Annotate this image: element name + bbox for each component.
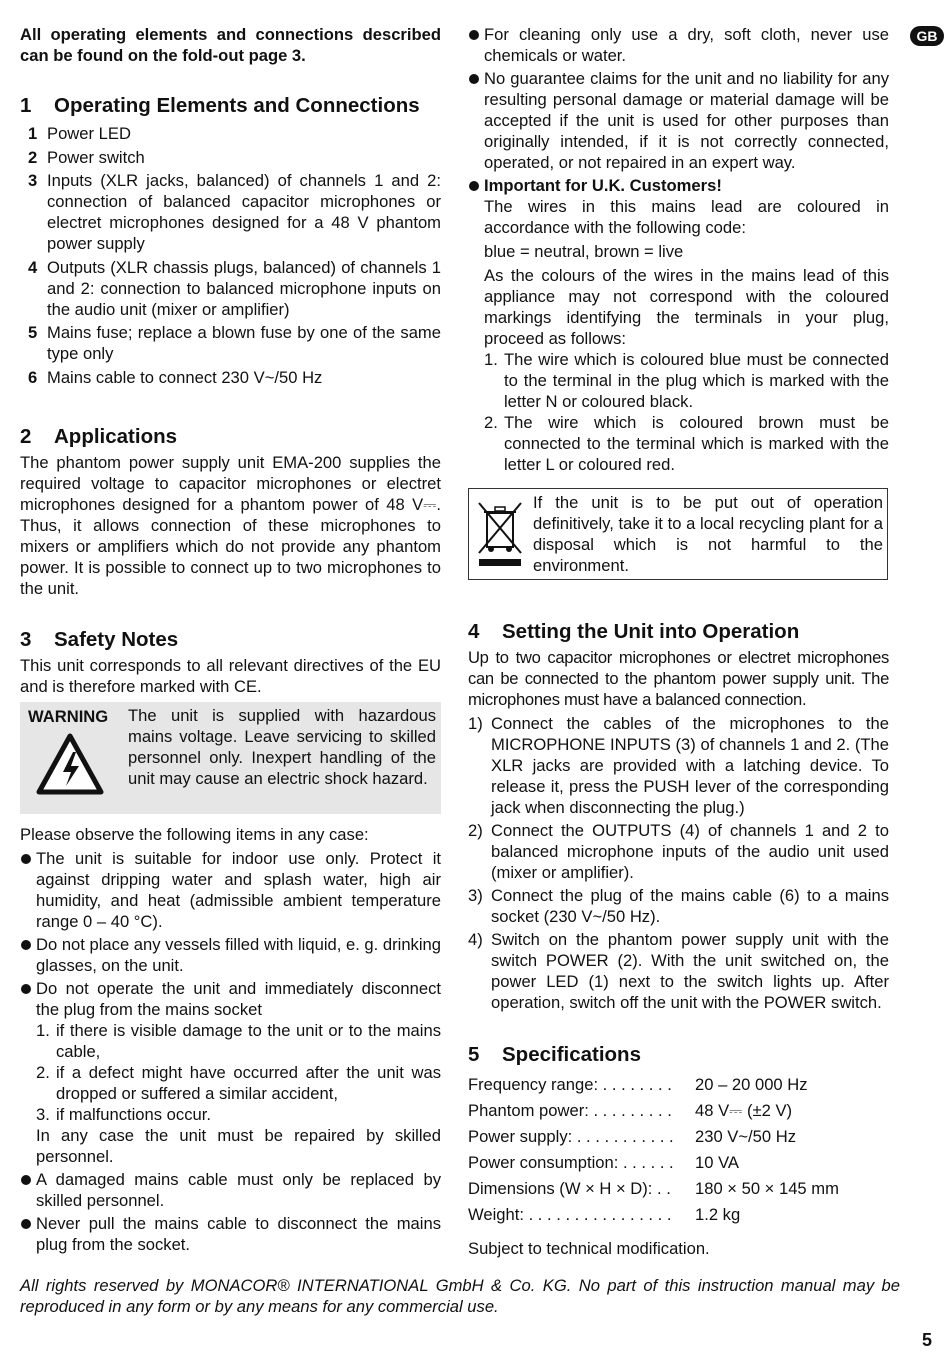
list-item: For cleaning only use a dry, soft cloth, never use chemicals or water.	[468, 24, 889, 66]
operating-elements-list	[20, 123, 441, 390]
item-text: Power LED	[47, 124, 131, 143]
sub-item	[36, 1020, 441, 1062]
table-row	[468, 1152, 889, 1178]
section-5-heading	[468, 1043, 641, 1067]
step-text: Connect the plug of the mains cable (6) to a mains socket (230 V~/50 Hz).	[491, 886, 889, 926]
sub-number: 1.	[484, 350, 498, 369]
language-badge: GB	[910, 26, 944, 46]
warning-box	[20, 702, 441, 814]
warning-text: The unit is supplied with hazardous mains voltage. Leave servicing to skilled personnel only. Inexpert handling of the unit may cause an electric shock hazard.	[128, 706, 436, 788]
crossed-bin-icon	[475, 501, 525, 567]
section-title: Operating Elements and Connections	[54, 94, 420, 117]
step-text: Switch on the phantom power supply unit with the switch POWER (2). With the unit switched on, the power LED (1) next to the switch lights up. After operation, switch off the unit with the POWER switch.	[491, 930, 889, 1012]
step-text: Connect the OUTPUTS (4) of channels 1 and 2 to balanced microphone inputs of the audio unit used (mixer or amplifier).	[491, 821, 889, 882]
uk-notice-title: Important for U.K. Customers!	[484, 176, 722, 195]
item-text: Outputs (XLR chassis plugs, balanced) of channels 1 and 2: connection to balanced microphone inputs on the audio unit (mixer or amplifier)	[47, 257, 441, 319]
spec-value: 1.2 kg	[695, 1205, 741, 1224]
list-item	[20, 147, 441, 168]
item-text: Mains fuse; replace a blown fuse by one of the same type only	[47, 323, 441, 363]
step-number: 4)	[468, 930, 483, 949]
sub-item	[484, 412, 889, 475]
spec-value: 230 V~/50 Hz	[695, 1127, 797, 1146]
step-number: 3)	[468, 886, 483, 905]
sub-item	[484, 349, 889, 412]
recycling-box	[468, 488, 888, 580]
item-number: 2	[28, 147, 38, 167]
section-title: Applications	[54, 425, 178, 448]
step-number: 1)	[468, 714, 483, 733]
step-item	[468, 713, 889, 818]
step-text: Connect the cables of the microphones to the MICROPHONE INPUTS (3) of channels 1 and 2. (The XLR jacks are provided with a latching device. To release it, press the PUSH lever of the corresponding jack when disconnecting the plug.)	[491, 714, 889, 817]
observe-text: Please observe the following items in any case:	[20, 825, 369, 844]
sub-number: 3.	[36, 1105, 50, 1124]
list-item	[20, 170, 441, 254]
list-item	[20, 322, 441, 364]
item-text: Mains cable to connect 230 V~/50 Hz	[47, 367, 323, 387]
list-item	[20, 367, 441, 388]
section-title: Specifications	[502, 1043, 641, 1066]
sub-number: 2.	[484, 413, 498, 432]
item-number: 6	[28, 367, 38, 387]
section-number: 5	[468, 1043, 480, 1066]
sub-text: The wire which is coloured blue must be connected to the terminal in the plug which is marked with the letter N or coloured black.	[504, 350, 889, 411]
section-title: Safety Notes	[54, 628, 179, 651]
page-number: 5	[922, 1330, 933, 1350]
spec-value: 20 – 20 000 Hz	[695, 1075, 808, 1094]
item-number: 3	[28, 171, 38, 190]
sub-item	[36, 1062, 441, 1104]
spec-key: Phantom power: . . . . . . . . .	[468, 1101, 672, 1120]
item-text: In any case the unit must be repaired by skilled personnel.	[36, 1126, 441, 1166]
table-row	[468, 1074, 889, 1100]
step-item	[468, 929, 889, 1013]
sub-item	[36, 1104, 441, 1125]
spec-key: Weight: . . . . . . . . . . . . . . . .	[468, 1205, 672, 1224]
item-number: 1	[28, 124, 38, 143]
list-item	[20, 123, 441, 144]
ce-conformity-text: This unit corresponds to all relevant directives of the EU and is therefore marked with CE.	[20, 656, 441, 696]
list-item	[20, 257, 441, 320]
list-item: A damaged mains cable must only be replaced by skilled personnel.	[20, 1169, 441, 1211]
item-text: Power switch	[47, 147, 145, 167]
section-4-heading	[468, 620, 799, 644]
section-3-heading	[20, 628, 178, 652]
specifications-table	[468, 1074, 889, 1259]
sub-text: The wire which is coloured brown must be connected to the terminal which is marked with the letter L or coloured red.	[504, 413, 889, 474]
applications-text: The phantom power supply unit EMA-200 supplies the required voltage to capacitor microphones or electret microphones designed for a phantom power of 48 V⎓. Thus, it allows connection of these microphones to mixers or amplifiers which do not provide any phantom power. It is possible to connect up to two microphones to the unit.	[20, 453, 441, 598]
item-number: 4	[28, 257, 38, 277]
list-item: No guarantee claims for the unit and no liability for any resulting personal damage or material damage will be accepted if the unit is used for other purposes than originally intended, if it is not correctly connected, operated, or not repaired in an expert way.	[468, 68, 889, 173]
list-item: The unit is suitable for indoor use only. Protect it against dripping water and splash water, high air humidity, and heat (admissible ambient temperature range 0 – 40 °C).	[20, 848, 441, 932]
uk-notice-text: The wires in this mains lead are coloured in accordance with the following code:	[484, 197, 889, 237]
spec-value: 180 × 50 × 145 mm	[695, 1179, 839, 1198]
section-title: Setting the Unit into Operation	[502, 620, 800, 643]
section-number: 1	[20, 94, 32, 117]
sub-number: 1.	[36, 1021, 50, 1040]
item-text: Do not operate the unit and immediately disconnect the plug from the mains socket	[36, 979, 441, 1019]
table-row	[468, 1126, 889, 1152]
list-item: Never pull the mains cable to disconnect the mains plug from the socket.	[20, 1213, 441, 1255]
intro-note: All operating elements and connections described can be found on the fold-out page 3.	[20, 25, 441, 65]
list-item: Do not place any vessels filled with liquid, e. g. drinking glasses, on the unit.	[20, 934, 441, 976]
table-row	[468, 1100, 889, 1126]
list-item	[468, 175, 889, 475]
sub-text: if there is visible damage to the unit or to the mains cable,	[56, 1021, 441, 1061]
operation-section	[468, 647, 889, 1015]
table-row	[468, 1204, 889, 1230]
spec-key: Power consumption: . . . . . .	[468, 1153, 674, 1172]
warning-label: WARNING	[28, 707, 109, 726]
section-number: 3	[20, 628, 32, 651]
step-item	[468, 885, 889, 927]
electric-hazard-icon	[35, 732, 105, 796]
section-1-heading	[20, 94, 420, 118]
spec-key: Dimensions (W × H × D): . .	[468, 1179, 671, 1198]
section-number: 4	[468, 620, 480, 643]
spec-key: Frequency range: . . . . . . . .	[468, 1075, 672, 1094]
uk-notice-text: As the colours of the wires in the mains lead of this appliance may not correspond with the coloured markings identifying the terminals in your plug, proceed as follows:	[484, 266, 889, 348]
sub-number: 2.	[36, 1063, 50, 1082]
operation-intro: Up to two capacitor microphones or electret microphones can be connected to the phantom power supply unit. The microphones must have a balanced connection.	[468, 648, 889, 709]
section-number: 2	[20, 425, 32, 448]
list-item	[20, 978, 441, 1167]
item-text: Inputs (XLR jacks, balanced) of channels 1 and 2: connection of balanced capacitor microphones or electret microphones designed for a 48 V phantom power supply	[47, 171, 441, 253]
item-number: 5	[28, 323, 38, 342]
uk-wire-code: blue = neutral, brown = live	[484, 242, 684, 261]
modification-note: Subject to technical modification.	[468, 1239, 710, 1258]
sub-text: if malfunctions occur.	[56, 1105, 211, 1124]
table-row	[468, 1178, 889, 1204]
spec-key: Power supply: . . . . . . . . . . .	[468, 1127, 674, 1146]
copyright-footer: All rights reserved by MONACOR® INTERNATIONAL GmbH & Co. KG. No part of this instruction manual may be reproduced in any form or by any means for any commercial use.	[20, 1276, 900, 1316]
recycling-text: If the unit is to be put out of operation definitively, take it to a local recycling plant for a disposal which is not harmful to the environment.	[533, 493, 883, 575]
step-item	[468, 820, 889, 883]
sub-text: if a defect might have occurred after the unit was dropped or suffered a similar accident,	[56, 1063, 441, 1103]
section-2-heading	[20, 425, 177, 449]
spec-value: 10 VA	[695, 1153, 739, 1172]
safety-list	[20, 824, 441, 1257]
spec-value: 48 V⎓ (±2 V)	[695, 1101, 793, 1120]
step-number: 2)	[468, 821, 483, 840]
safety-list-continued	[468, 24, 889, 477]
